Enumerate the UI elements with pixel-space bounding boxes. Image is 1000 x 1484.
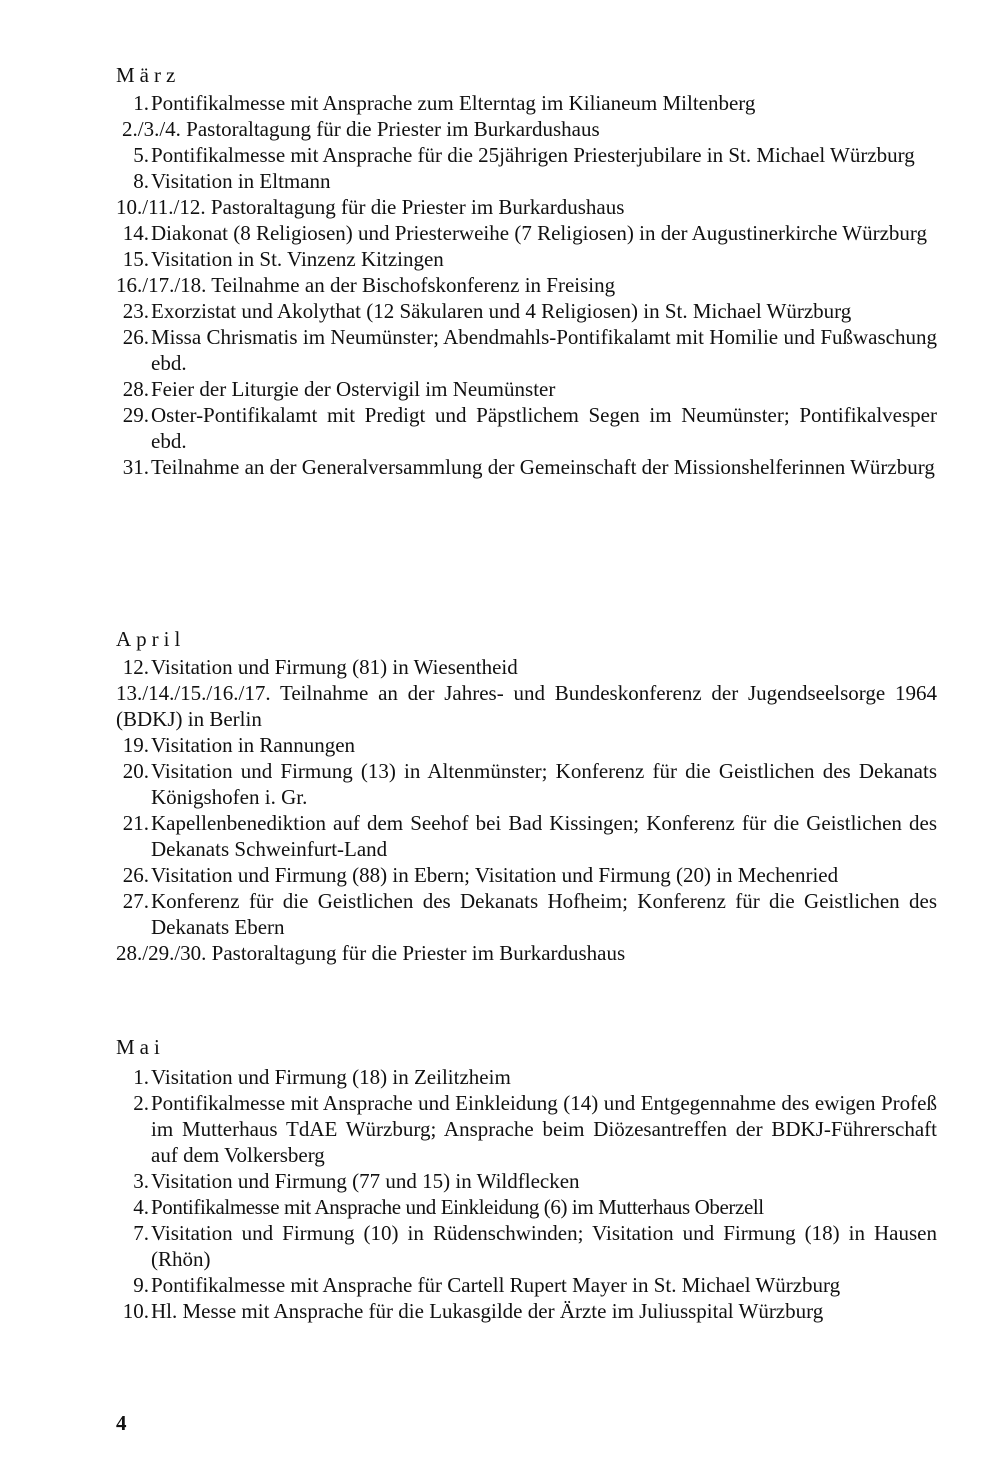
entry-text-content: Teilnahme an der Bischofskonferenz in Freising [211,273,616,297]
entry-number: 12. [122,655,149,679]
list-item [0,680,1000,732]
entry-text: Pontifikalmesse mit Ansprache zum Elterntag im Kilianeum Miltenberg [151,91,756,115]
list-item [0,1168,1000,1194]
entry-text [116,272,937,298]
list-item [0,168,1000,194]
entry-number: 10. [122,1299,149,1323]
entry-number: 5. [133,143,149,167]
entry-text: Kapellenbenediktion auf dem Seehof bei Bad Kissingen; Konferenz für die Geistlichen des Dekanats Schweinfurt-Land [151,811,937,861]
list-item [0,940,1000,966]
entry-text: Visitation in Rannungen [151,733,356,757]
list-item [0,1090,1000,1168]
entry-number: 27. [122,889,149,913]
entry-number: 23. [122,299,149,323]
list-item [0,862,1000,888]
entry-text: Visitation und Firmung (81) in Wiesentheid [151,655,518,679]
list-item [0,1194,1000,1220]
entry-number: 10./11./12. [116,195,206,219]
entry-text: Pontifikalmesse mit Ansprache und Einkleidung (14) und Entgegennahme des ewigen Profeß im Mutterhaus TdAE Würzburg; Ansprache beim Diözesantreffen der BDKJ-Führerschaft auf dem Volkersberg [151,1091,937,1167]
list-item [0,454,1000,480]
entry-number: 15. [122,247,149,271]
entry-text: Visitation und Firmung (88) in Ebern; Visitation und Firmung (20) in Mechenried [151,863,839,887]
entry-number: 8. [133,169,149,193]
list-item [0,758,1000,810]
entry-text: Visitation und Firmung (18) in Zeilitzheim [151,1065,511,1089]
month-heading: April [116,627,186,651]
entry-text [116,680,937,732]
entry-number: 9. [133,1273,149,1297]
list-item [0,732,1000,758]
entry-number: 26. [122,863,149,887]
list-item [0,376,1000,402]
entry-number: 7. [133,1221,149,1245]
entry-text: Pontifikalmesse mit Ansprache für Cartell Rupert Mayer in St. Michael Würzburg [151,1273,841,1297]
entry-text: Visitation und Firmung (13) in Altenmünster; Konferenz für die Geistlichen des Dekanats Königshofen i. Gr. [151,759,937,809]
entry-number: 31. [122,455,149,479]
entry-number: 1. [133,1065,149,1089]
list-item [0,298,1000,324]
list-item [0,220,1000,246]
list-item [0,1220,1000,1272]
entry-number: 14. [122,221,149,245]
entry-text: Konferenz für die Geistlichen des Dekanats Hofheim; Konferenz für die Geistlichen des Dekanats Ebern [151,889,937,939]
list-item [0,1064,1000,1090]
entry-text: Exorzistat und Akolythat (12 Säkularen und 4 Religiosen) in St. Michael Würzburg [151,299,852,323]
entry-text-content: Pastoraltagung für die Priester im Burkardushaus [211,941,626,965]
list-item [0,402,1000,454]
entry-text: Visitation und Firmung (77 und 15) in Wildflecken [151,1169,580,1193]
entry-text: Feier der Liturgie der Ostervigil im Neumünster [151,377,556,401]
list-item [0,1272,1000,1298]
list-item [0,810,1000,862]
entry-number: 28. [122,377,149,401]
entry-text: Missa Chrismatis im Neumünster; Abendmahls-Pontifikalamt mit Homilie und Fußwaschung ebd. [151,325,937,375]
entry-text: Visitation in Eltmann [151,169,331,193]
list-item [0,1298,1000,1324]
entry-number: 29. [122,403,149,427]
list-item [0,142,1000,168]
entry-number: 28./29./30. [116,941,207,965]
entry-text: Visitation in St. Vinzenz Kitzingen [151,247,444,271]
page-number: 4 [116,1411,127,1435]
entry-text: Hl. Messe mit Ansprache für die Lukasgilde der Ärzte im Juliusspital Würzburg [151,1299,824,1323]
entry-list [0,654,1000,966]
month-heading: März [116,63,181,87]
entry-number: 13./14./15./16./17. [116,681,271,705]
list-item [0,654,1000,680]
entry-number: 1. [133,91,149,115]
entry-number: 2. [133,1091,149,1115]
entry-text-content: Teilnahme an der Jahres- und Bundeskonferenz der Jugendseelsorge 1964 (BDKJ) in Berlin [116,681,937,731]
entry-number: 16./17./18. [116,273,207,297]
entry-text: Oster-Pontifikalamt mit Predigt und Päpstlichem Segen im Neumünster; Pontifikalvesper ebd. [151,403,937,453]
list-item [0,888,1000,940]
entry-text [116,116,943,142]
entry-text: Pontifikalmesse mit Ansprache und Einkleidung (6) im Mutterhaus Oberzell [151,1195,764,1219]
entry-number: 2./3./4. [122,117,181,141]
entry-list [0,1064,1000,1324]
list-item [0,272,1000,298]
entry-number: 3. [133,1169,149,1193]
list-item [0,324,1000,376]
month-heading: Mai [116,1035,165,1059]
entry-text: Visitation und Firmung (10) in Rüdenschwinden; Visitation und Firmung (18) in Hausen (Rhön) [151,1221,937,1271]
list-item [0,90,1000,116]
entry-list [0,90,1000,480]
entry-text: Diakonat (8 Religiosen) und Priesterweihe (7 Religiosen) in der Augustinerkirche Würzburg [151,221,928,245]
entry-text [116,194,937,220]
entry-text [116,940,937,966]
entry-number: 4. [133,1195,149,1219]
list-item [0,194,1000,220]
entry-text-content: Pastoraltagung für die Priester im Burkardushaus [210,195,625,219]
entry-number: 21. [122,811,149,835]
entry-number: 26. [122,325,149,349]
entry-text: Pontifikalmesse mit Ansprache für die 25jährigen Priesterjubilare in St. Michael Würzburg [151,143,915,167]
list-item [0,246,1000,272]
entry-text-content: Pastoraltagung für die Priester im Burkardushaus [186,117,600,141]
entry-text: Teilnahme an der Generalversammlung der Gemeinschaft der Missionshelferinnen Würzburg [151,455,935,479]
entry-number: 19. [122,733,149,757]
list-item [0,116,1000,142]
entry-number: 20. [122,759,149,783]
